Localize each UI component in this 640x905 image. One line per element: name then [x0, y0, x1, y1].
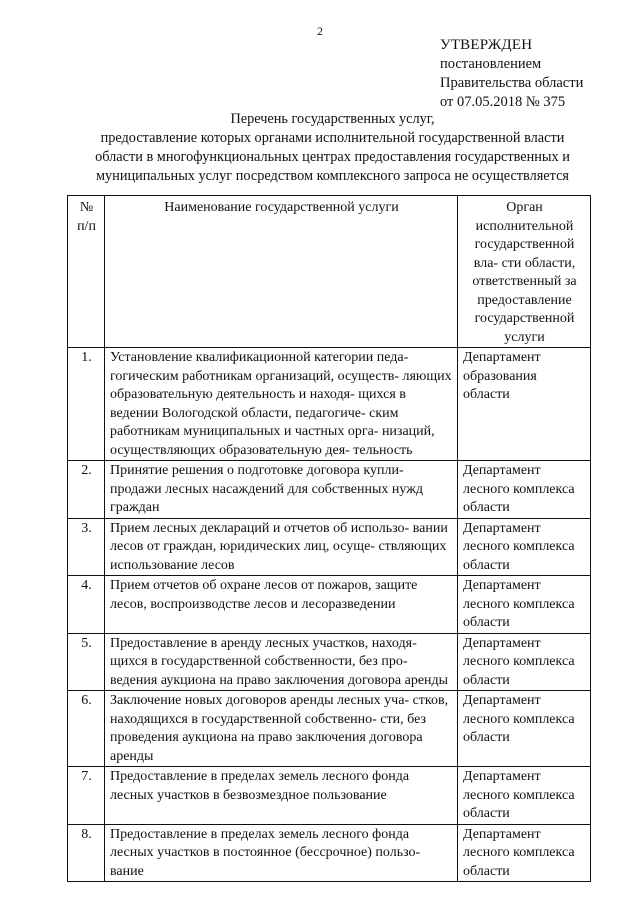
- table-row: [68, 633, 591, 691]
- title-line-2: предоставление которых органами исполнительной государственной власти: [100, 130, 565, 146]
- row-number: 7.: [68, 767, 105, 825]
- title-line-3: области в многофункциональных центрах предоставления государственных и: [95, 149, 570, 165]
- header-service-name: Наименование государственной услуги: [105, 196, 458, 348]
- row-number: 1.: [68, 348, 105, 461]
- row-responsible-body: Департамент лесного комплекса области: [458, 576, 591, 634]
- document-title: [60, 110, 605, 186]
- row-service-name: Прием лесных деклараций и отчетов об использо- вании лесов от граждан, юридических лиц, осуще- ствляющих использование лесов: [105, 518, 458, 576]
- title-line-1: Перечень государственных услуг,: [230, 111, 435, 127]
- approval-heading: УТВЕРЖДЕН: [440, 37, 533, 53]
- row-number: 3.: [68, 518, 105, 576]
- approval-line-1: постановлением: [440, 56, 542, 72]
- approval-line-2: Правительства области: [440, 75, 584, 91]
- page-number: 2: [317, 24, 323, 38]
- row-service-name: Предоставление в аренду лесных участков, находя- щихся в государственной собственности, без про- ведения аукциона на право заключения договора аренды: [105, 633, 458, 691]
- row-number: 8.: [68, 824, 105, 882]
- row-responsible-body: Департамент лесного комплекса области: [458, 824, 591, 882]
- table-row: [68, 576, 591, 634]
- table-row: [68, 824, 591, 882]
- row-number: 6.: [68, 691, 105, 767]
- table-row: [68, 691, 591, 767]
- approval-line-3: от 07.05.2018 № 375: [440, 94, 566, 110]
- row-number: 4.: [68, 576, 105, 634]
- table-row: [68, 348, 591, 461]
- row-responsible-body: Департамент лесного комплекса области: [458, 518, 591, 576]
- header-number-line-1: №: [79, 200, 94, 215]
- approval-stamp: [440, 36, 583, 112]
- row-responsible-body: Департамент лесного комплекса области: [458, 691, 591, 767]
- table-row: [68, 767, 591, 825]
- header-number: [68, 196, 105, 348]
- row-service-name: Принятие решения о подготовке договора купли- продажи лесных насаждений для собственных нужд граждан: [105, 461, 458, 519]
- table-row: [68, 518, 591, 576]
- row-responsible-body: Департамент лесного комплекса области: [458, 767, 591, 825]
- row-responsible-body: Департамент образования области: [458, 348, 591, 461]
- header-number-line-2: п/п: [77, 218, 96, 234]
- title-line-4: муниципальных услуг посредством комплексного запроса не осуществляется: [95, 168, 570, 184]
- table-header-row: [68, 196, 591, 348]
- row-number: 2.: [68, 461, 105, 519]
- services-table: [67, 195, 591, 882]
- header-responsible-body: Орган исполнительной государственной вла- сти области, ответственный за предоставление государственной услуги: [458, 196, 591, 348]
- row-service-name: Предоставление в пределах земель лесного фонда лесных участков в безвозмездное пользование: [105, 767, 458, 825]
- row-service-name: Прием отчетов об охране лесов от пожаров, защите лесов, воспроизводстве лесов и лесоразведении: [105, 576, 458, 634]
- row-number: 5.: [68, 633, 105, 691]
- row-service-name: Установление квалификационной категории педа- гогическим работникам организаций, осуществ- ляющих образовательную деятельность и находя- щихся в ведении Вологодской области, педагогиче- ским работникам муниципальных и частных орга- низаций, осуществляющих образовательную дея- тельность: [105, 348, 458, 461]
- row-service-name: Заключение новых договоров аренды лесных уча- стков, находящихся в государственной собственно- сти, без проведения аукциона на право заключения договора аренды: [105, 691, 458, 767]
- row-responsible-body: Департамент лесного комплекса области: [458, 633, 591, 691]
- table-row: [68, 461, 591, 519]
- row-service-name: Предоставление в пределах земель лесного фонда лесных участков в постоянное (бессрочное) пользо- вание: [105, 824, 458, 882]
- row-responsible-body: Департамент лесного комплекса области: [458, 461, 591, 519]
